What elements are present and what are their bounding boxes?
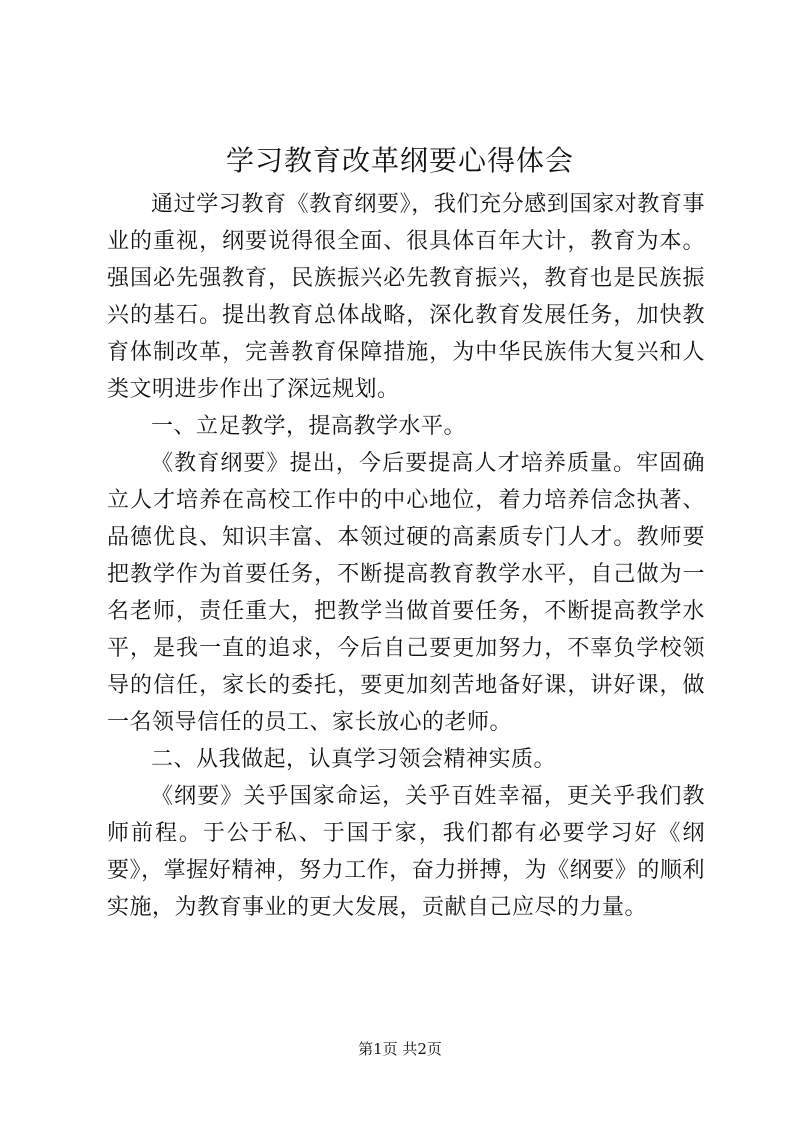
paragraph-section-2: 《纲要》关乎国家命运，关乎百姓幸福，更关乎我们教师前程。于公于私、于国于家，我们都有必要学习好《纲要》，掌握好精神，努力工作，奋力拼搏，为《纲要》的顺利实施，为教育事业的更大发展，贡献自己应尽的力量。 [107,784,705,920]
section-heading-2: 二、从我做起，认真学习领会精神实质。 [151,747,557,772]
document-title: 学习教育改革纲要心得体会 [225,144,574,177]
paragraph-intro: 通过学习教育《教育纲要》，我们充分感到国家对教育事业的重视，纲要说得很全面、很具体百年大计，教育为本。强国必先强教育，民族振兴必先教育振兴，教育也是民族振兴的基石。提出教育总体战略，深化教育发展任务，加快教育体制改革，完善教育保障措施，为中华民族伟大复兴和人类文明进步作出了深远规划。 [107,192,705,402]
section-heading-1: 一、立足教学，提高教学水平。 [151,414,467,439]
paragraph-section-1: 《教育纲要》提出，今后要提高人才培养质量。牢固确立人才培养在高校工作中的中心地位，着力培养信念执著、品德优良、知识丰富、本领过硬的高素质专门人才。教师要把教学作为首要任务，不断提高教育教学水平，自己做为一名老师，责任重大，把教学当做首要任务，不断提高教学水平，是我一直的追求，今后自己要更加努力，不辜负学校领导的信任，家长的委托，要更加刻苦地备好课，讲好课，做一名领导信任的员工、家长放心的老师。 [107,451,705,735]
page-number-footer: 第1页 共2页 [358,1040,442,1058]
document-body [107,186,705,926]
